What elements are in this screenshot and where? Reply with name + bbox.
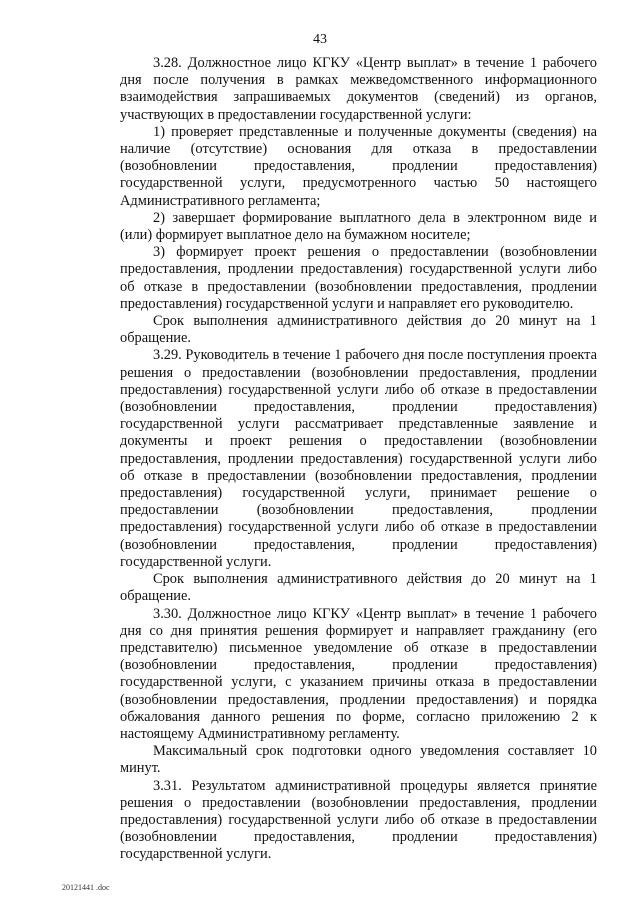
paragraph-3-29: 3.29. Руководитель в течение 1 рабочего дня после поступления проекта решения о предоставлении (возобновлении предоставления, продлении предоставления) государственной услуги либо об отказе в предоставлении (возобновлении предоставления, продлении предоставления) государственной услуги рассматривает представленные заявление и документы и проект решения о предоставлении (возобновлении предоставления, продлении предоставления) государственной услуги либо об отказе в предоставлении (возобновлении предоставления, продлении предоставления) государственной услуги, принимает решение о предоставлении (возобновлении предоставления, продлении предоставления) государственной услуги либо об отказе в предоставлении (возобновлении предоставления, продлении предоставления) государственной услуги. xyxy=(120,347,597,570)
list-item-2: 2) завершает формирование выплатного дела в электронном виде и (или) формирует выплатное дело на бумажном носителе; xyxy=(120,209,597,244)
file-name-footer: 20121441 .doc xyxy=(62,883,110,892)
list-item-1: 1) проверяет представленные и полученные документы (сведения) на наличие (отсутствие) основания для отказа в предоставлении (возобновлении предоставления, продлении предоставления) государственной услуги, предусмотренного частью 50 настоящего Административного регламента; xyxy=(120,123,597,209)
paragraph-3-31: 3.31. Результатом административной процедуры является принятие решения о предоставлении (возобновлении предоставления, продлении предоставления) государственной услуги либо об отказе в предоставлении (возобновлении предоставления, продлении предоставления) государственной услуги. xyxy=(120,777,597,863)
page-number: 43 xyxy=(313,32,327,47)
paragraph-3-28: 3.28. Должностное лицо КГКУ «Центр выплат» в течение 1 рабочего дня после получения в рамках межведомственного информационного взаимодействия запрашиваемых документов (сведений) из органов, участвующих в предоставлении государственной услуги: xyxy=(120,55,597,123)
list-item-3: 3) формирует проект решения о предоставлении (возобновлении предоставления, продлении предоставления) государственной услуги либо об отказе в предоставлении (возобновлении предоставления, продлении предоставления) государственной услуги и направляет его руководителю. xyxy=(120,244,597,312)
deadline-note-2: Срок выполнения административного действия до 20 минут на 1 обращение. xyxy=(120,571,597,605)
document-body xyxy=(120,55,597,864)
paragraph-3-30: 3.30. Должностное лицо КГКУ «Центр выплат» в течение 1 рабочего дня со дня принятия решения формирует и направляет гражданину (его представителю) письменное уведомление об отказе в предоставлении (возобновлении предоставления, продлении предоставления) государственной услуги, с указанием причины отказа в предоставлении (возобновлении предоставления, продлении предоставления) и порядка обжалования данного решения по форме, согласно приложению 2 к настоящему Административному регламенту. xyxy=(120,605,597,742)
deadline-note-1: Срок выполнения административного действия до 20 минут на 1 обращение. xyxy=(120,313,597,347)
deadline-note-3: Максимальный срок подготовки одного уведомления составляет 10 минут. xyxy=(120,743,597,777)
